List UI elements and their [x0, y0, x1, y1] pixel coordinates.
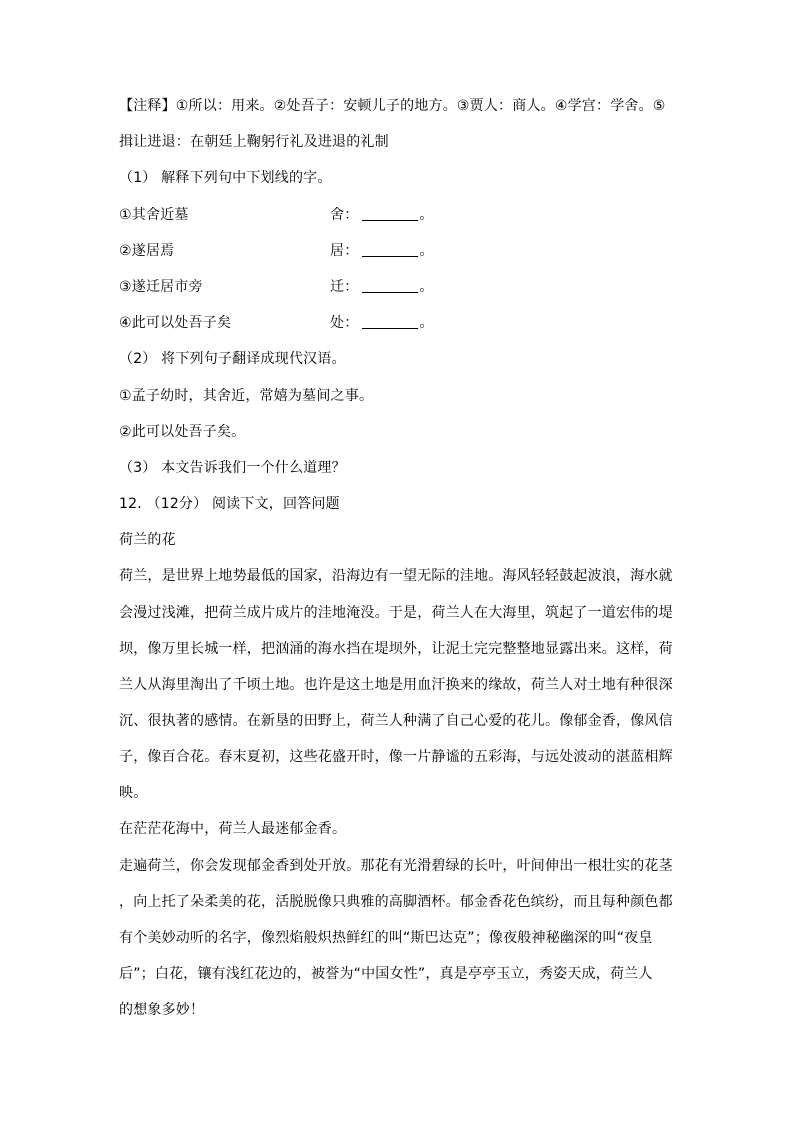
- q12-header: 12. （12分） 阅读下文，回答问题: [119, 496, 340, 512]
- passage-line: ，向上托了朵柔美的花，活脱脱像只典雅的高脚酒杯。郁金香花色缤纷，而且每种颜色都: [119, 894, 673, 910]
- q2-item-2: ②此可以处吾子矣。: [119, 424, 246, 440]
- q3-prompt: （3） 本文告诉我们一个什么道理？: [119, 460, 346, 476]
- q1-prompt: （1） 解释下列句中下划线的字。: [119, 170, 332, 186]
- passage-title: 荷兰的花: [119, 532, 176, 548]
- q2-item-1: ①孟子幼时，其舍近，常嬉为墓间之事。: [119, 388, 374, 404]
- passage-line: 沉、很执著的感情。在新垦的田野上，荷兰人种满了自己心爱的花儿。像郁金香，像风信: [119, 713, 673, 729]
- annotation-line-1: 【注释】①所以：用来。②处吾子：安顿儿子的地方。③贾人：商人。④学宫：学舍。⑤: [119, 98, 666, 114]
- passage-line: 兰人从海里淘出了千顷土地。也许是这土地是用血汗换来的缘故，荷兰人对土地有种很深: [119, 677, 673, 693]
- answer-blank[interactable]: [362, 314, 418, 329]
- passage-line: 在茫茫花海中，荷兰人最迷郁金香。: [119, 821, 347, 837]
- passage-line: 走遍荷兰，你会发现郁金香到处开放。那花有光滑碧绿的长叶，叶间伸出一根壮实的花茎: [119, 858, 673, 874]
- q1-answer: [330, 205, 434, 225]
- q1-answer: [330, 241, 434, 261]
- annotation-line-2: 揖让进退：在朝廷上鞠躬行礼及进退的礼制: [119, 134, 389, 150]
- passage-line: 的想象多妙！: [119, 1002, 205, 1018]
- q1-item-4: [119, 313, 434, 333]
- q1-answer: [330, 277, 434, 297]
- answer-blank[interactable]: [362, 278, 418, 293]
- passage-line: 荷兰，是世界上地势最低的国家，沿海边有一望无际的洼地。海风轻轻鼓起波浪，海水就: [119, 568, 673, 584]
- q1-item-sentence: ②遂居焉: [119, 243, 175, 259]
- answer-blank[interactable]: [362, 206, 418, 221]
- passage-line: 后”；白花，镶有浅红花边的，被誉为“中国女性”，真是亭亭玉立，秀姿天成，荷兰人: [119, 966, 653, 982]
- passage-line: 坝，像万里长城一样，把汹涌的海水挡在堤坝外，让泥土完完整整地显露出来。这样，荷: [119, 641, 673, 657]
- q1-item-sentence: ④此可以处吾子矣: [119, 315, 232, 331]
- answer-blank[interactable]: [362, 242, 418, 257]
- q1-item-sentence: ①其舍近墓: [119, 207, 189, 223]
- q1-answer-char: 迁：: [330, 279, 359, 295]
- q1-item-1: [119, 205, 434, 225]
- q1-item-3: [119, 277, 434, 297]
- passage-line: 子，像百合花。春末夏初，这些花盛开时，像一片静谧的五彩海，与远处波动的湛蓝相辉: [119, 749, 673, 765]
- passage-line: 会漫过浅滩，把荷兰成片成片的洼地淹没。于是，荷兰人在大海里，筑起了一道宏伟的堤: [119, 605, 673, 621]
- q1-item-sentence: ③遂迁居市旁: [119, 279, 203, 295]
- passage-line: 映。: [119, 785, 148, 801]
- q1-answer-end: 。: [419, 279, 434, 295]
- q1-answer-char: 处：: [330, 315, 359, 331]
- q1-answer-end: 。: [419, 315, 434, 331]
- q1-answer-char: 居：: [330, 243, 359, 259]
- q1-answer-end: 。: [419, 243, 434, 259]
- q1-item-2: [119, 241, 434, 261]
- q1-answer-end: 。: [419, 207, 434, 223]
- q1-answer: [330, 313, 434, 333]
- q2-prompt: （2） 将下列句子翻译成现代汉语。: [119, 351, 346, 367]
- passage-line: 有个美妙动听的名字，像烈焰般炽热鲜红的叫“斯巴达克”；像夜般神秘幽深的叫“夜皇: [119, 930, 653, 946]
- q1-answer-char: 舍：: [330, 207, 359, 223]
